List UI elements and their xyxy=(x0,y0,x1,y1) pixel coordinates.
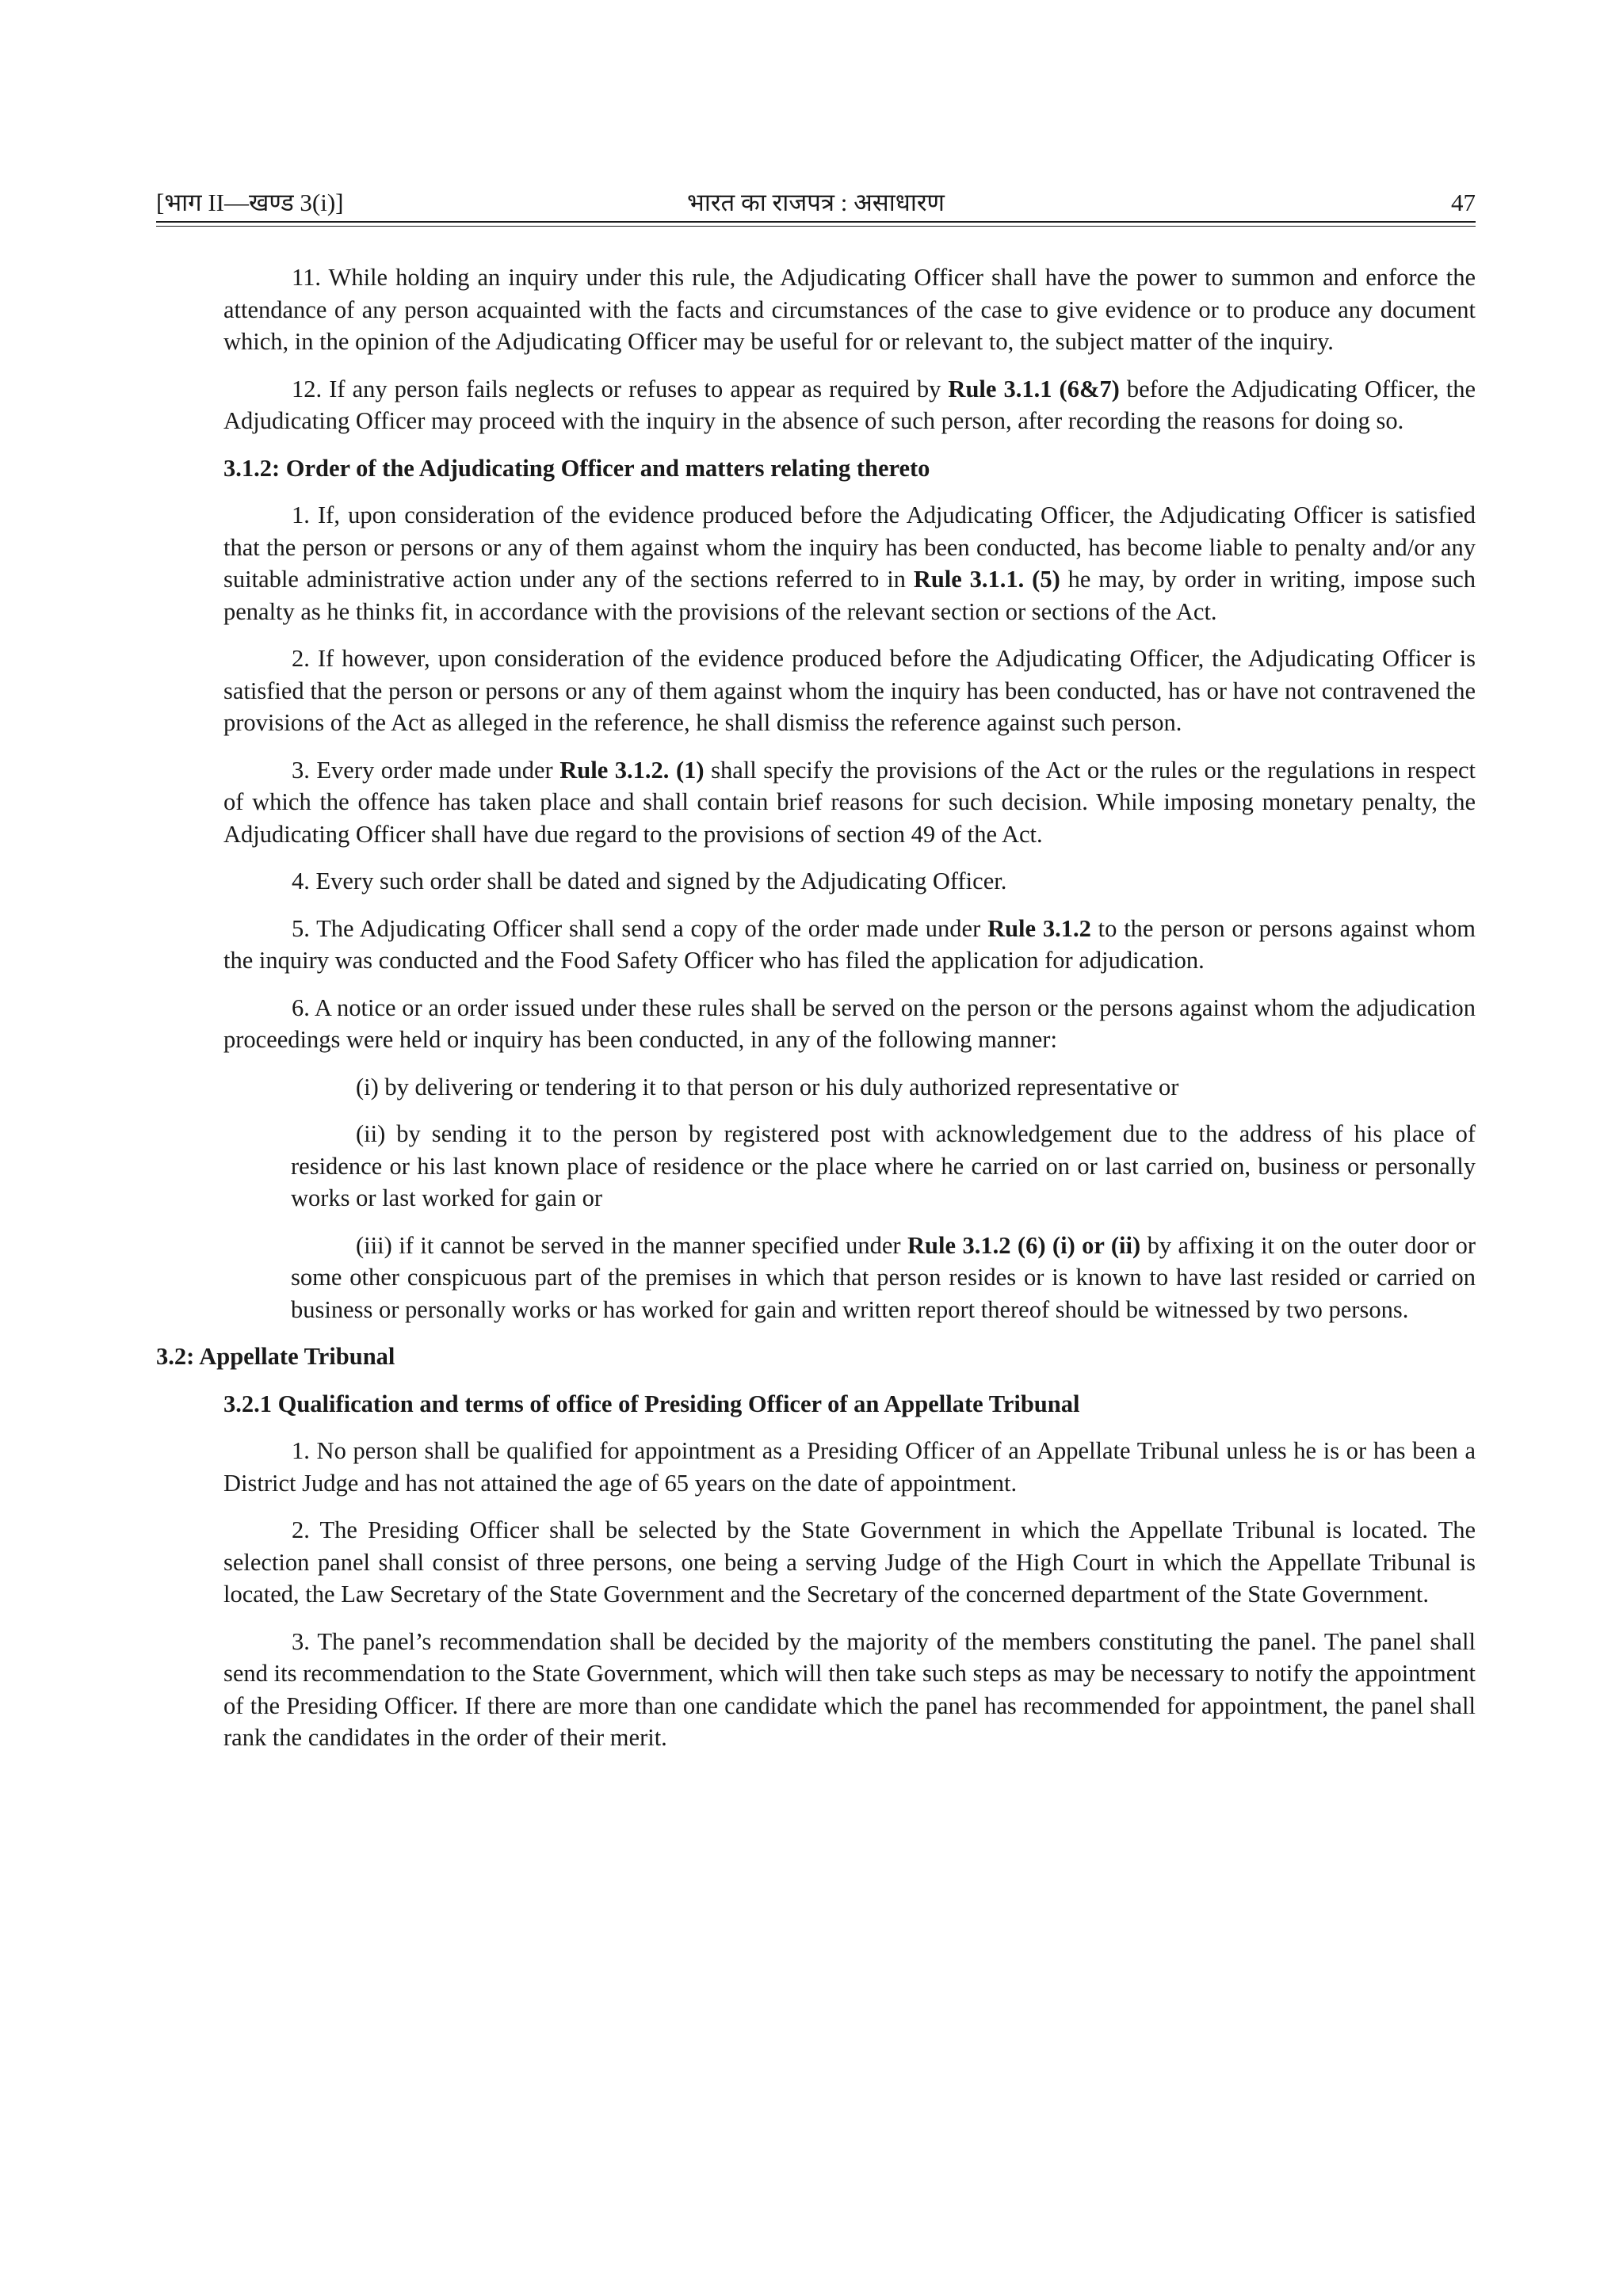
tribunal-clause-3: 3. The panel’s recommendation shall be decided by the majority of the members constituting the panel. The panel shall send its recommendation to the State Government, which will then take such steps as may be necessary to notify the appointment of the Presiding Officer. If there are more than one candidate which the panel has recommended for appointment, the panel shall rank the candidates in the order of their merit. xyxy=(223,1627,1476,1751)
paragraph-11: 11. While holding an inquiry under this rule, the Adjudicating Officer shall have the power to summon and enforce the attendance of any person acquainted with the facts and circumstances of the case to give evidence or to produce any document which, in the opinion of the Adjudicating Officer may be useful for or relevant to, the subject matter of the inquiry. xyxy=(223,264,1476,355)
paragraph-text: 5. The Adjudicating Officer shall send a copy of the order made under xyxy=(292,914,988,942)
rule-reference: Rule 3.1.2 xyxy=(987,914,1091,942)
paragraph-text: shall specify the provisions of the Act or the rules or the regulations in respect of which the offence has taken place and shall contain brief reasons for such decision. While imposing monetary penalty, the Adjudicating Officer shall have due regard to the provisions of section 49 of the Act. xyxy=(223,756,1476,848)
paragraph-text: he may, by order in writing, impose such penalty as he thinks fit, in accordance with the provisions of the relevant section or sections of the Act. xyxy=(223,566,1476,625)
section-heading-3-2: 3.2: Appellate Tribunal xyxy=(156,1343,395,1370)
rule-reference: Rule 3.1.1 (6&7) xyxy=(948,375,1120,402)
section-heading-3-2-1: 3.2.1 Qualification and terms of office of Presiding Officer of an Appellate Tribunal xyxy=(223,1390,1080,1417)
clause-2: 2. If however, upon consideration of the evidence produced before the Adjudicating Officer, the Adjudicating Officer is satisfied that the person or persons or any of them against whom the inquiry has been conducted, has or have not contravened the provisions of the Act as alleged in the reference, he shall dismiss the reference against such person. xyxy=(223,645,1476,736)
clause-5 xyxy=(156,913,1476,977)
paragraph-text: (iii) if it cannot be served in the manner specified under xyxy=(356,1231,907,1259)
header-rule-top xyxy=(156,221,1476,223)
sub-clause-ii: (ii) by sending it to the person by registered post with acknowledgement due to the address of his place of residence or his last known place of residence or the place where he carried on or last carried on, business or personally works or last worked for gain or xyxy=(291,1120,1476,1211)
clause-4: 4. Every such order shall be dated and signed by the Adjudicating Officer. xyxy=(292,868,1007,894)
header-gazette-title: भारत का राजपत्र : असाधारण xyxy=(687,189,945,216)
page-header xyxy=(156,184,1476,219)
clause-6: 6. A notice or an order issued under these rules shall be served on the person or the persons against whom the adjudication proceedings were held or inquiry has been conducted, in any of the following manner: xyxy=(223,994,1476,1053)
paragraph-text: 1. If, upon consideration of the evidence produced before the Adjudicating Officer, the Adjudicating Officer is satisfied that the person or persons or any of them against whom the inquiry has been conducted, has become liable to penalty and/or any suitable administrative action under any of the sections referred to in xyxy=(223,502,1476,593)
paragraph-text: to the person or persons against whom the inquiry was conducted and the Food Safety Officer who has filed the application for adjudication. xyxy=(223,914,1476,974)
header-rule-bottom xyxy=(156,226,1476,227)
page-body xyxy=(156,261,1476,1769)
tribunal-clause-1: 1. No person shall be qualified for appointment as a Presiding Officer of an Appellate Tribunal unless he is or has been a District Judge and has not attained the age of 65 years on the date of appointment. xyxy=(223,1437,1476,1497)
paragraph-text: 12. If any person fails neglects or refuses to appear as required by xyxy=(292,375,949,402)
clause-1 xyxy=(156,499,1476,627)
paragraph-text: by affixing it on the outer door or some other conspicuous part of the premises in which that person resides or is known to have last resided or carried on business or personally works or has worked for gain and written report thereof should be witnessed by two persons. xyxy=(291,1231,1476,1323)
section-heading-3-1-2: 3.1.2: Order of the Adjudicating Officer and matters relating thereto xyxy=(223,454,930,482)
sub-clause-i: (i) by delivering or tendering it to that person or his duly authorized representative or xyxy=(356,1073,1179,1100)
rule-reference: Rule 3.1.2. (1) xyxy=(559,756,705,784)
rule-reference: Rule 3.1.2 (6) (i) or (ii) xyxy=(907,1231,1141,1259)
paragraph-12 xyxy=(156,373,1476,437)
tribunal-clause-2: 2. The Presiding Officer shall be selected by the State Government in which the Appellate Tribunal is located. The selection panel shall consist of three persons, one being a serving Judge of the High Court in which the Appellate Tribunal is located, the Law Secretary of the State Government and the Secretary of the concerned department of the State Government. xyxy=(223,1516,1476,1608)
rule-reference: Rule 3.1.1. (5) xyxy=(913,566,1060,593)
paragraph-text: 3. Every order made under xyxy=(292,756,560,784)
page-number: 47 xyxy=(1451,189,1476,216)
clause-3 xyxy=(156,754,1476,851)
sub-clause-iii xyxy=(156,1230,1476,1326)
paragraph-text: before the Adjudicating Officer, the Adjudicating Officer may proceed with the inquiry in the absence of such person, after recording the reasons for doing so. xyxy=(223,375,1476,434)
header-section-label: [भाग II—खण्ड 3(i)] xyxy=(156,189,344,216)
